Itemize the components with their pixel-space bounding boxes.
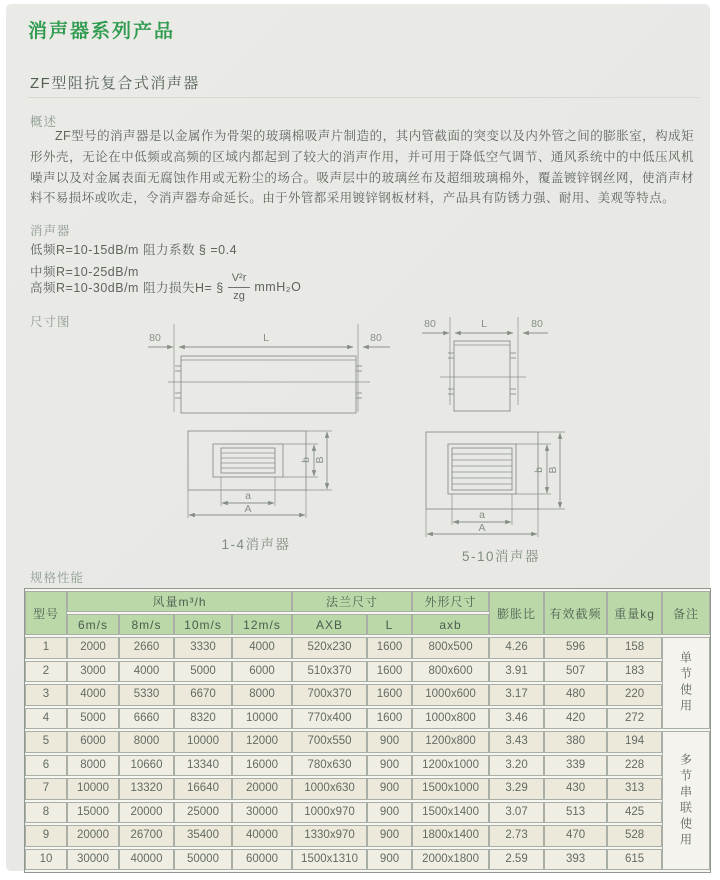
data-cell: 900 <box>367 755 412 777</box>
caption-front-large: 5-10消声器 <box>461 549 541 564</box>
data-cell: 12000 <box>232 731 292 753</box>
data-cell: 1000x800 <box>412 708 489 730</box>
data-cell: 1600 <box>367 684 412 706</box>
data-cell: 4000 <box>119 661 174 683</box>
model-cell: 2 <box>25 661 67 683</box>
data-cell: 425 <box>607 802 662 824</box>
silencer-heading: 消声器 <box>30 224 71 238</box>
data-cell: 25000 <box>174 802 232 824</box>
data-cell: 16000 <box>232 755 292 777</box>
data-cell: 1000x600 <box>412 684 489 706</box>
data-cell: 380 <box>544 731 607 753</box>
data-cell: 158 <box>607 637 662 659</box>
data-cell: 3.43 <box>489 731 544 753</box>
data-cell: 513 <box>544 802 607 824</box>
dim-label-80-right: 80 <box>370 332 382 344</box>
header-weight: 重量kg <box>607 591 662 635</box>
data-cell: 3330 <box>174 637 232 659</box>
data-cell: 220 <box>607 684 662 706</box>
dim-label-outer-height: B <box>314 456 326 464</box>
data-cell: 2.73 <box>489 825 544 847</box>
model-cell: 6 <box>25 755 67 777</box>
data-cell: 596 <box>544 637 607 659</box>
product-model-title: ZF型阻抗复合式消声器 <box>30 75 200 92</box>
formula-mid-freq: 中频R=10-25dB/m <box>30 265 139 279</box>
data-cell: 2660 <box>119 637 174 659</box>
header-model: 型号 <box>25 591 67 635</box>
data-cell: 4000 <box>232 637 292 659</box>
data-cell: 3.17 <box>489 684 544 706</box>
header-speed-12: 12m/s <box>232 614 292 635</box>
data-cell: 520x230 <box>292 637 367 659</box>
data-cell: 10000 <box>67 778 119 800</box>
model-cell: 3 <box>25 684 67 706</box>
overview-heading: 概述 <box>30 115 58 129</box>
data-cell: 10660 <box>119 755 174 777</box>
data-cell: 1600 <box>367 708 412 730</box>
data-cell: 4000 <box>67 684 119 706</box>
data-cell: 900 <box>367 825 412 847</box>
dim-label-80-left: 80 <box>149 332 161 344</box>
data-cell: 507 <box>544 661 607 683</box>
table-row <box>25 708 710 730</box>
divider <box>28 97 700 98</box>
header-flange-axb: AXB <box>292 614 367 635</box>
data-cell: 15000 <box>67 802 119 824</box>
data-cell: 1330x970 <box>292 825 367 847</box>
data-cell: 1600 <box>367 661 412 683</box>
header-flange-group: 法兰尺寸 <box>292 591 412 612</box>
diagram-side-view-short <box>414 309 578 427</box>
dim-label-length: L <box>481 318 487 330</box>
data-cell: 5000 <box>67 708 119 730</box>
data-cell: 4.26 <box>489 637 544 659</box>
table-row <box>25 637 710 659</box>
dim-label-inner-width: a <box>479 509 485 521</box>
model-cell: 10 <box>25 849 67 871</box>
spec-table-header <box>25 591 710 635</box>
header-speed-10: 10m/s <box>174 614 232 635</box>
data-cell: 1500x1400 <box>412 802 489 824</box>
data-cell: 35400 <box>174 825 232 847</box>
remark-cell: 单节使用 <box>662 637 710 729</box>
data-cell: 228 <box>607 755 662 777</box>
data-cell: 20000 <box>232 778 292 800</box>
data-cell: 2.59 <box>489 849 544 871</box>
data-cell: 10000 <box>232 708 292 730</box>
data-cell: 6000 <box>232 661 292 683</box>
data-cell: 420 <box>544 708 607 730</box>
diagram-front-view-small <box>164 425 348 527</box>
header-speed-6: 6m/s <box>67 614 119 635</box>
model-cell: 8 <box>25 802 67 824</box>
data-cell: 700x550 <box>292 731 367 753</box>
dimension-heading: 尺寸图 <box>30 315 71 329</box>
data-cell: 770x400 <box>292 708 367 730</box>
model-cell: 9 <box>25 825 67 847</box>
data-cell: 313 <box>607 778 662 800</box>
data-cell: 900 <box>367 778 412 800</box>
caption-front-small: 1-4消声器 <box>221 537 291 552</box>
data-cell: 1500x1310 <box>292 849 367 871</box>
dim-label-outer-width: A <box>478 522 486 534</box>
remark-cell: 多节串联使用 <box>662 731 710 870</box>
data-cell: 8000 <box>232 684 292 706</box>
data-cell: 5000 <box>174 661 232 683</box>
dim-label-inner-width: a <box>245 490 251 502</box>
data-cell: 700x370 <box>292 684 367 706</box>
data-cell: 26700 <box>119 825 174 847</box>
dim-label-inner-height: b <box>533 467 545 473</box>
table-row <box>25 778 710 800</box>
data-cell: 30000 <box>67 849 119 871</box>
data-cell: 1800x1400 <box>412 825 489 847</box>
dim-label-outer-width: A <box>244 503 252 515</box>
dim-label-inner-height: b <box>300 457 312 463</box>
data-cell: 3.29 <box>489 778 544 800</box>
data-cell: 6670 <box>174 684 232 706</box>
data-cell: 800x600 <box>412 661 489 683</box>
formula-high-freq <box>30 268 301 306</box>
header-cutoff-frequency: 有效截频 <box>544 591 607 635</box>
spec-table-body <box>25 637 710 870</box>
data-cell: 3.46 <box>489 708 544 730</box>
data-cell: 6000 <box>67 731 119 753</box>
data-cell: 510x370 <box>292 661 367 683</box>
data-cell: 800x500 <box>412 637 489 659</box>
data-cell: 3.20 <box>489 755 544 777</box>
fraction-numerator: V²r <box>228 271 251 287</box>
data-cell: 8000 <box>119 731 174 753</box>
spec-heading: 规格性能 <box>30 571 85 585</box>
page-title: 消声器系列产品 <box>28 21 176 42</box>
table-row <box>25 731 710 753</box>
table-row <box>25 684 710 706</box>
data-cell: 40000 <box>232 825 292 847</box>
formula-high-prefix: 高频R=10-30dB/m 阻力损失H= § <box>30 281 224 295</box>
data-cell: 1000x630 <box>292 778 367 800</box>
overview-paragraph: ZF型号的消声器是以金属作为骨架的玻璃棉吸声片制造的，其内管截面的突变以及内外管之间的膨胀室，构成矩形外壳，无论在中低频或高频的区域内都起到了较大的消声作用，并可用于降低空气调节、通风系统中的中低压风机噪声以及对金属表面无腐蚀作用或无粉尘的场合。吸声层中的玻璃丝布及超细玻璃棉外，覆盖镀锌钢丝网，使消声材料不易损坏或吹走，令消声器寿命延长。由于外管都采用镀锌钢板材料，产品具有防锈力强、耐用、美观等特点。 <box>30 129 694 206</box>
data-cell: 900 <box>367 849 412 871</box>
dim-label-outer-height: B <box>547 466 559 474</box>
data-cell: 8000 <box>67 755 119 777</box>
header-remark: 备注 <box>662 591 710 635</box>
data-cell: 20000 <box>67 825 119 847</box>
data-cell: 470 <box>544 825 607 847</box>
data-cell: 900 <box>367 731 412 753</box>
table-row <box>25 849 710 871</box>
model-cell: 4 <box>25 708 67 730</box>
data-cell: 1500x1000 <box>412 778 489 800</box>
data-cell: 1600 <box>367 637 412 659</box>
data-cell: 272 <box>607 708 662 730</box>
formula-low-freq: 低频R=10-15dB/m 阻力系数 § =0.4 <box>30 243 238 257</box>
header-expansion-ratio: 膨胀比 <box>489 591 544 635</box>
data-cell: 1000x970 <box>292 802 367 824</box>
data-cell: 30000 <box>232 802 292 824</box>
table-row <box>25 825 710 847</box>
catalog-page <box>6 4 710 871</box>
dim-label-80-left: 80 <box>424 318 436 330</box>
data-cell: 528 <box>607 825 662 847</box>
data-cell: 2000x1800 <box>412 849 489 871</box>
header-outline-group: 外形尺寸 <box>412 591 489 612</box>
data-cell: 3.07 <box>489 802 544 824</box>
data-cell: 20000 <box>119 802 174 824</box>
data-cell: 3.91 <box>489 661 544 683</box>
data-cell: 10000 <box>174 731 232 753</box>
data-cell: 480 <box>544 684 607 706</box>
data-cell: 40000 <box>119 849 174 871</box>
dim-label-length: L <box>263 332 269 344</box>
diagram-side-view-long <box>144 316 396 434</box>
dim-label-80-right: 80 <box>531 318 543 330</box>
data-cell: 16640 <box>174 778 232 800</box>
data-cell: 339 <box>544 755 607 777</box>
data-cell: 1200x1000 <box>412 755 489 777</box>
data-cell: 3000 <box>67 661 119 683</box>
fraction-denominator: zg <box>233 289 245 302</box>
table-row <box>25 755 710 777</box>
table-row <box>25 802 710 824</box>
model-cell: 5 <box>25 731 67 753</box>
model-cell: 1 <box>25 637 67 659</box>
data-cell: 194 <box>607 731 662 753</box>
data-cell: 1200x800 <box>412 731 489 753</box>
model-cell: 7 <box>25 778 67 800</box>
spec-table <box>24 588 711 873</box>
data-cell: 60000 <box>232 849 292 871</box>
diagram-front-view-large <box>414 425 582 543</box>
header-speed-8: 8m/s <box>119 614 174 635</box>
data-cell: 393 <box>544 849 607 871</box>
header-airflow-group: 风量m³/h <box>67 591 292 612</box>
data-cell: 8320 <box>174 708 232 730</box>
pressure-loss-fraction <box>228 271 251 303</box>
header-outline-axb: axb <box>412 614 489 635</box>
header-flange-l: L <box>367 614 412 635</box>
data-cell: 5330 <box>119 684 174 706</box>
formula-high-suffix: mmH₂O <box>254 280 302 294</box>
data-cell: 615 <box>607 849 662 871</box>
table-row <box>25 661 710 683</box>
data-cell: 430 <box>544 778 607 800</box>
data-cell: 900 <box>367 802 412 824</box>
data-cell: 13320 <box>119 778 174 800</box>
data-cell: 13340 <box>174 755 232 777</box>
data-cell: 6660 <box>119 708 174 730</box>
data-cell: 2000 <box>67 637 119 659</box>
data-cell: 780x630 <box>292 755 367 777</box>
data-cell: 50000 <box>174 849 232 871</box>
data-cell: 183 <box>607 661 662 683</box>
